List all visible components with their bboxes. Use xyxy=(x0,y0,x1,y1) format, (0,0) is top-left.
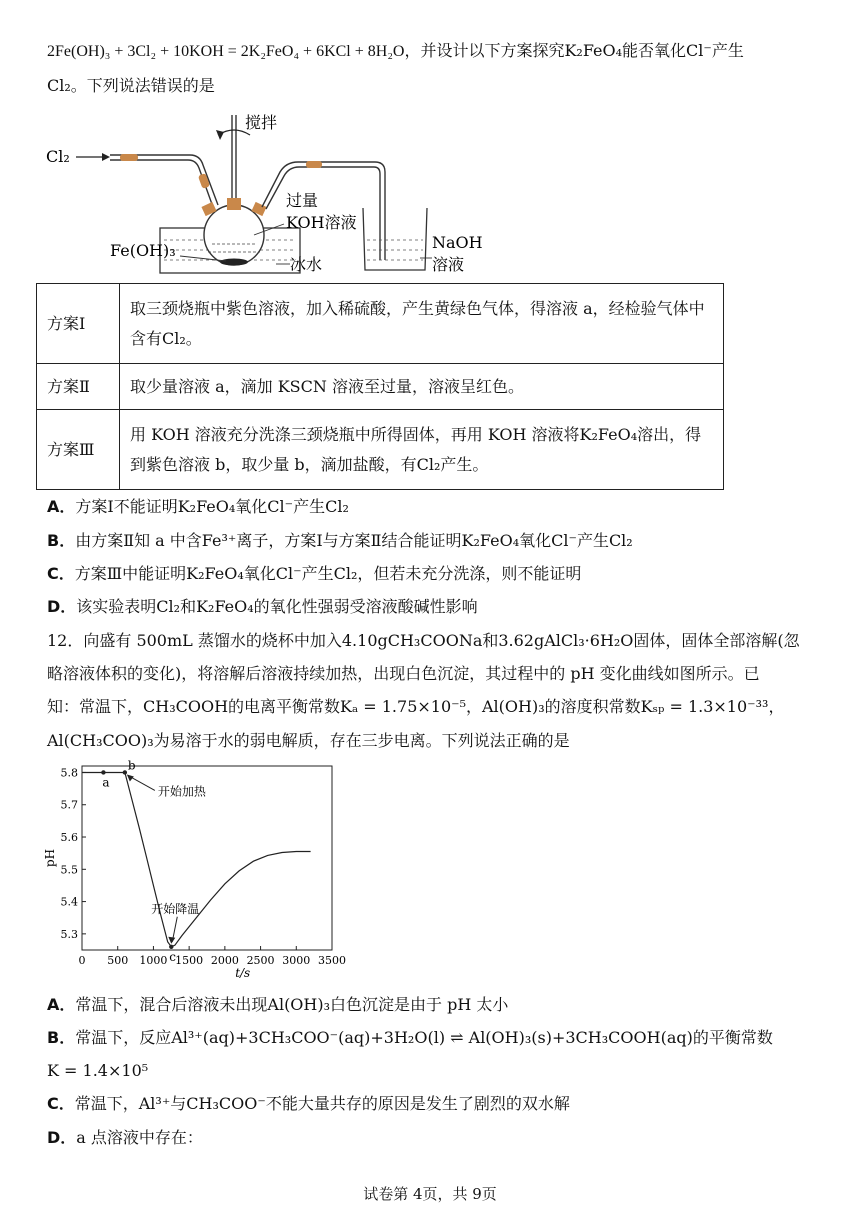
option-label: D． xyxy=(47,597,77,616)
option-text: 常温下，混合后溶液未出现Al(OH)₃白色沉淀是由于 pH 太小 xyxy=(75,995,509,1014)
q12-line-4: Al(CH₃COO)₃为易溶于水的弱电解质，存在三步电离。下列说法正确的是 xyxy=(47,731,570,750)
q11-option-a xyxy=(47,497,349,517)
scheme-row xyxy=(37,284,724,364)
y-tick-label: 5.4 xyxy=(60,895,78,909)
annotation-arrowhead xyxy=(168,937,175,944)
q12-line-1: 12．向盛有 500mL 蒸馏水的烧杯中加入4.10gCH₃COONa和3.62gAlCl₃·6H₂O固体，固体全部溶解(忽 xyxy=(47,631,800,650)
excess-label: 过量 xyxy=(286,191,319,210)
scheme-name: 方案Ⅰ xyxy=(37,284,120,364)
y-tick-label: 5.7 xyxy=(60,798,78,812)
point-label-c: c xyxy=(169,949,177,964)
intro-text: ，并设计以下方案探究K₂FeO₄能否氧化Cl⁻产生 xyxy=(404,41,744,60)
x-tick-label: 2500 xyxy=(246,954,275,967)
point-label-b: b xyxy=(127,758,136,773)
point-label-a: a xyxy=(102,775,110,790)
option-text: 常温下，Al³⁺与CH₃COO⁻不能大量共存的原因是发生了剧烈的双水解 xyxy=(74,1094,570,1113)
point-a xyxy=(101,770,105,774)
y-axis-label: pH xyxy=(43,848,57,868)
plot-frame xyxy=(82,766,332,950)
q12-option-a xyxy=(47,995,508,1015)
y-tick-label: 5.8 xyxy=(60,766,78,780)
q12-option-b-cont xyxy=(47,1061,148,1081)
ph-chart xyxy=(40,758,360,980)
reaction-equation: 2Fe(OH)₃ + 3Cl₂ + 10KOH = 2K₂FeO₄ + 6KCl + 8H₂O xyxy=(47,43,405,60)
scheme-row xyxy=(37,410,724,490)
scheme-text: 取三颈烧瓶中紫色溶液，加入稀硫酸，产生黄绿色气体，得溶液 a，经检验气体中含有Cl₂。 xyxy=(120,284,724,364)
q11-option-d xyxy=(47,597,478,617)
option-label: D． xyxy=(47,1128,77,1147)
q12-option-c xyxy=(47,1094,570,1114)
option-text: 方案Ⅲ中能证明K₂FeO₄氧化Cl⁻产生Cl₂，但若未充分洗涤，则不能证明 xyxy=(74,564,582,583)
scheme-table xyxy=(36,283,724,490)
naoh-label: NaOH xyxy=(432,233,483,252)
koh-solution-label: KOH溶液 xyxy=(286,213,357,232)
option-label: C． xyxy=(47,564,75,583)
q12-line-3: 知：常温下，CH₃COOH的电离平衡常数Kₐ = 1.75×10⁻⁵，Al(OH)₃的溶度积常数Kₛₚ = 1.3×10⁻³³， xyxy=(47,697,785,716)
q11-option-b xyxy=(47,531,633,551)
ph-curve xyxy=(82,773,311,947)
x-tick-label: 3500 xyxy=(318,954,346,967)
option-text: a 点溶液中存在： xyxy=(76,1128,203,1147)
option-text: 该实验表明Cl₂和K₂FeO₄的氧化性强弱受溶液酸碱性影响 xyxy=(76,597,478,616)
q12-line-2: 略溶液体积的变化)，将溶解后溶液持续加热，出现白色沉淀，其过程中的 pH 变化曲线如图所示。已 xyxy=(47,664,760,683)
stir-label: 搅拌 xyxy=(245,113,278,132)
ice-water-label: 冰水 xyxy=(290,255,323,274)
x-tick-label: 1500 xyxy=(175,954,204,967)
naoh-solution-label: 溶液 xyxy=(432,255,465,274)
x-tick-label: 1000 xyxy=(139,954,168,967)
option-label: A． xyxy=(47,497,76,516)
y-tick-label: 5.6 xyxy=(60,831,78,845)
option-text: 由方案Ⅱ知 a 中含Fe³⁺离子，方案Ⅰ与方案Ⅱ结合能证明K₂FeO₄氧化Cl⁻产生Cl₂ xyxy=(75,531,633,550)
apparatus-diagram xyxy=(40,110,500,282)
option-label: B． xyxy=(47,531,76,550)
q12-option-d xyxy=(47,1128,203,1148)
annotation-start-cooling: 开始降温 xyxy=(151,901,200,916)
x-tick-label: 500 xyxy=(107,954,129,967)
page-footer: 试卷第 4页，共 9页 xyxy=(363,1185,497,1203)
option-label: A． xyxy=(47,995,76,1014)
x-axis-label: t/s xyxy=(235,966,251,980)
scheme-row xyxy=(37,364,724,410)
scheme-text: 用 KOH 溶液充分洗涤三颈烧瓶中所得固体，再用 KOH 溶液将K₂FeO₄溶出，得到紫色溶液 b，取少量 b，滴加盐酸，有Cl₂产生。 xyxy=(120,410,724,490)
option-label: B． xyxy=(47,1028,76,1047)
q12-option-b xyxy=(47,1028,773,1048)
y-tick-label: 5.5 xyxy=(60,863,78,877)
intro-line-1 xyxy=(47,41,744,62)
scheme-name: 方案Ⅱ xyxy=(37,364,120,410)
y-tick-label: 5.3 xyxy=(60,927,78,941)
x-tick-label: 3000 xyxy=(282,954,311,967)
scheme-text: 取少量溶液 a，滴加 KSCN 溶液至过量，溶液呈红色。 xyxy=(120,364,724,410)
annotation-start-heating: 开始加热 xyxy=(157,784,206,799)
option-text: 方案Ⅰ不能证明K₂FeO₄氧化Cl⁻产生Cl₂ xyxy=(75,497,349,516)
scheme-name: 方案Ⅲ xyxy=(37,410,120,490)
option-label: C． xyxy=(47,1094,75,1113)
option-text: 常温下，反应Al³⁺(aq)+3CH₃COO⁻(aq)+3H₂O(l) ⇌ Al(OH)₃(s)+3CH₃COOH(aq)的平衡常数 xyxy=(75,1028,773,1047)
point-b xyxy=(123,770,127,774)
q11-option-c xyxy=(47,564,581,584)
intro-line-2: Cl₂。下列说法错误的是 xyxy=(47,76,215,95)
feoh3-label: Fe(OH)₃ xyxy=(110,241,176,260)
x-tick-label: 0 xyxy=(78,954,86,967)
x-tick-label: 2000 xyxy=(210,954,239,967)
option-text: K = 1.4×10⁵ xyxy=(47,1061,149,1080)
cl2-label: Cl₂ xyxy=(46,147,70,166)
point-c xyxy=(169,945,173,949)
